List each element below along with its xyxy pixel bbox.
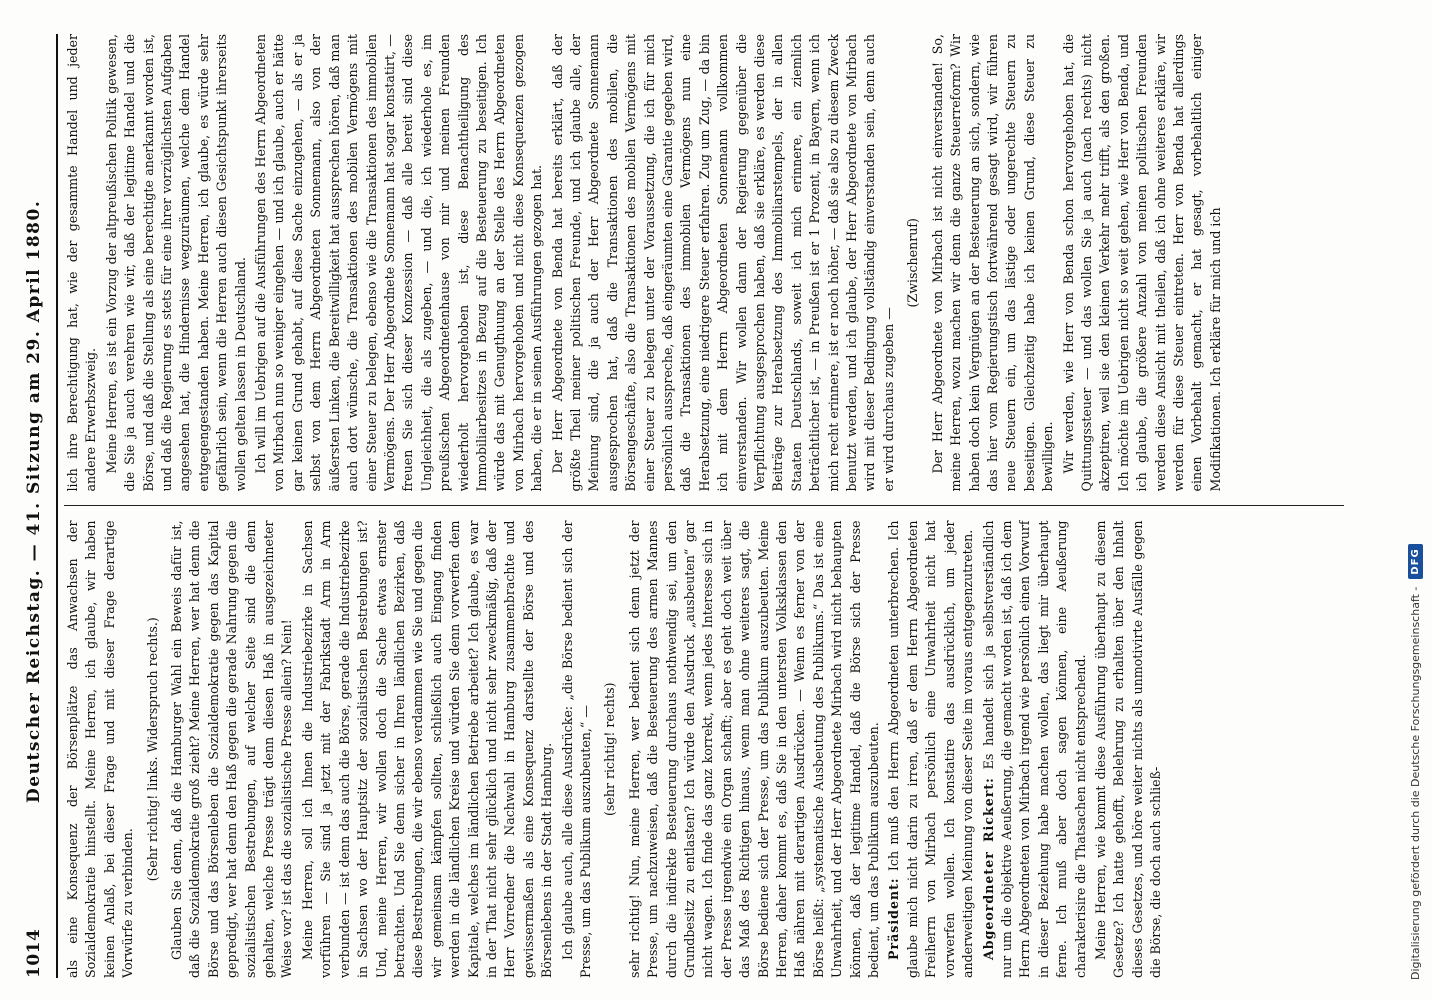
paragraph: Ich glaube auch, alle diese Ausdrücke: „die Börse bedient sich der Presse, um das Publikum auszubeuten,“ — (559, 520, 593, 978)
digitization-credit (1408, 544, 1423, 980)
paragraph: Ich will im Uebrigen auf die Ausführungen des Herrn Abgeordneten von Mirbach nun so weniger eingehen — und ich glaube, auch er hätte gar keinen Grund gehabt, auf diese Sache einzugehen, — als er ja selbst von dem Herrn Abgeordneten Sonnemann, also von der äußersten Linken, die Bereitwilligkeit hat aussprechen hören, daß man auch dort wünsche, die Transaktionen des mobilen Vermögens mit einer Steuer zu belegen, ebenso wie die Transaktionen des immobilen Vermögens. Der Herr Abgeordnete Sonnemann hat sogar konstatirt, — freuen Sie sich dieser Konzession — daß alle bereit sind diese Ungleichheit, die als zugeben, — und die, ich wiederhole es, im preußischen Abgeordnetenhause von mir und meinen Freunden wiederholt hervorgehoben ist, diese Benachtheiligung des Immobiliarbesitzes in Bezug auf die Besteuerung zu beseitigen. Ich würde das mit Genugthuung an der Stelle des Herrn Abgeordneten von Mirbach hervorgehoben und nicht diese Konsequenzen gezogen haben, die er in seinen Ausführungen gezogen hat. (253, 34, 545, 492)
speech-text: Ich muß den Herrn Abgeordneten unterbrechen. Ich glaube mich nicht darin zu irren, daß er dem Herrn Abgeordneten Freiherrn von Mirbach persönlich eine Unwahrheit nicht hat vorwerfen wollen. Ich konstatire das ausdrücklich, um jeder anderweitigen Meinung von dieser Seite im voraus entgegenzutreten. (886, 520, 976, 978)
page-number: 1014 (24, 928, 44, 978)
interjection: (Sehr richtig! links. Widerspruch rechts.) (144, 617, 160, 882)
column-right (64, 34, 1344, 492)
speech-rickert (980, 521, 1090, 979)
speaker-label: Abgeordneter Rickert: (980, 777, 996, 960)
interjection: (Zwischenruf) (905, 218, 921, 308)
paragraph: als eine Konsequenz der Börsenplätze das Anwachsen der Sozialdemokratie hinstellt. Meine Herren, ich glaube, wir haben keinen Anlaß, bei dieser Frage und mit dieser Frage derartige Vorwürfe zu verbinden. (65, 520, 136, 978)
paragraph: Meine Herren, soll ich Ihnen die Industriebezirke in Sachsen vorführen — Sie sind ja jetzt mit der Fabrikstadt Arm in Arm verbunden — ist denn das auch die Börse, gerade die Industriebezirke in Sachsen wo der Hauptsitz der sozialistischen Bestrebungen ist? Und, meine Herren, wir wollen doch die Sache etwas ernster betrachten. Und Sie denn sicher in Ihren ländlichen Bezirken, daß diese Bestrebungen, die wir ebenso verdammen wie Sie und gegen die wir gemeinsam kämpfen sollten, schließlich auch Eingang finden werden in die ländlichen Kreise und würden Sie denn vorwerfen dem Kapitale, welches im ländlichen Betriebe arbeitet? Ich glaube, es war in der That nicht sehr glücklich und nicht sehr zweckmäßig, daß der Herr Vorredner die Nachwahl in Hamburg zusammenbrachte und gewissermaßen als eine Konsequenz darstellte der Börse und des Börsenlebens in der Stadt Hamburg. (299, 520, 555, 978)
paragraph: Meine Herren, es ist ein Vorzug der altpreußischen Politik gewesen, die Sie ja auch verehren wie wir, daß der legitime Handel und die Börse, und daß die Stellung als eine berechtigte anerkannt worden ist, und daß die Regierung es stets für eine ihrer vorzüglichsten Aufgaben angesehen hat, die Hindernisse wegzuräumen, welche dem Handel entgegengestanden haben. Meine Herren, ich glaube, es würde sehr gefährlich sein, wenn die Herren auch diesen Gesichtspunkt ihrerseits wollen gelten lassen in Deutschland. (103, 34, 248, 492)
paragraph: Glauben Sie denn, daß die Hamburger Wahl ein Beweis dafür ist, daß die Sozialdemokratie groß zieht? Meine Herren, wer hat denn die Börse und das Börsenleben die Sozialdemokratie gegen das Kapital gepredigt, wer hat denn den Haß gegen die gerade Nahrung gegen die sozialistischen Bestrebungen, auf welcher Seite sind die denn gehalten, welche Presse trägt denn diesen Haß in ausgezeichneter Weise vor? ist das die sozialistische Presse allein? Nein! (169, 520, 295, 978)
paragraph: Meine Herren, wie kommt diese Ausführung überhaupt zu diesem Gesetze? Ich hatte gehofft, Belehrung zu erhalten über den Inhalt dieses Gesetzes, und höre weiter nichts als unmotivirte Ausfälle gegen die Börse, die doch auch schließ- (1092, 520, 1164, 978)
speaker-label: Präsident: (886, 877, 902, 960)
paragraph: sehr richtig! Nun, meine Herren, wer bedient sich denn jetzt der Presse, um nachzuweisen, daß die Besteuerung des armen Mannes durch die indirekte Besteuerung durchaus nothwendig sei, um den Grundbesitz zu entlasten? Ich würde den Ausdruck „ausbeuten“ gar nicht wagen. Ich finde das ganz korrekt, wenn jedes Interesse sich in der Presse irgendwie ein Organ schafft; aber es geht doch weit über das Maß des Richtigen hinaus, wenn man ohne weiteres sagt, die Börse bediene sich der Presse, um das Publikum auszubeuten. Meine Herren, daher kommt es, daß Sie in den untersten Volksklassen den Haß nähren mit derartigen Ausdrücken. — Wenn es ferner von der Börse heißt: „systematische Ausbeutung des Publikums.“ Das ist eine Unwahrheit, und der Herr Abgeordnete Mirbach wird nicht behaupten können, daß der legitime Handel, daß die Börse sich der Presse bedient, um das Publikum auszubeuten. (626, 520, 882, 978)
page-content (8, 26, 1348, 986)
page-title: Deutscher Reichstag. — 41. Sitzung am 29. April 1880. (24, 199, 44, 803)
paragraph: Der Herr Abgeordnete von Mirbach ist nicht einverstanden! So, meine Herren, wozu machen wir denn die ganze Steuerreform? Wir haben doch kein Vergnügen an der Besteuerung an sich, sondern, wie das hier vom Regierungstisch fortwährend gesagt wird, wir führen neue Steuern ein, um das lästige oder ungerechte Steuern zu beseitigen. Gleichzeitig habe ich keinen Grund, diese Steuer zu bewilligen. (929, 34, 1056, 492)
paragraph: Wir werden, wie Herr von Benda schon hervorgehoben hat, die Quittungssteuer — und das wollen Sie ja auch (nach rechts) nicht akzeptiren, weil sie den kleinen Verkehr mehr trifft, als den großen. Ich möchte im Uebrigen nicht so weit gehen, wie Herr von Benda, und ich glaube, die größere Anzahl von meinen politischen Freunden werden diese Ansicht mit theilen, daß ich ohne weiteres erkläre, wir werden für diese Steuer eintreten. Herr von Benda hat allerdings einen Vorbehalt gemacht, er hat gesagt, vorbehaltlich einiger Modifikationen. Ich erkläre für mich und ich (1060, 34, 1223, 492)
dfg-logo: DFG (1408, 544, 1423, 578)
speech-president (885, 521, 977, 979)
text-columns (64, 34, 1344, 978)
header-rule (56, 34, 58, 978)
paragraph: Der Herr Abgeordnete von Benda hat bereits erklärt, daß der größte Theil meiner politischen Freunde, und ich glaube alle, der Meinung sind, die ja auch der Herr Abgeordnete Sonnemann ausgesprochen hat, daß die Transaktionen des mobilen, die Börsengeschäfte, also die Transaktionen des mobilen Vermögens mit einer Steuer zu belegen unter der Voraussetzung, die ich für mich persönlich ausspreche, daß eingeräumten eine Garantie gegeben wird, daß die Transaktionen des immobilen Vermögens nun eine Herabsetzung, eine niedrigere Steuer erfahren. Zug um Zug, — da bin ich mit dem Herrn Abgeordneten Sonnemann vollkommen einverstanden. Wir wollen dann der Regierung gegenüber die Verpflichtung ausgesprochen haben, daß sie erkläre, es werden diese Beiträge zur Herabsetzung des Immobiliarstempels, der in allen Staaten Deutschlands, soweit ich mich erinnere, ein ziemlich beträchtlicher ist, — in Preußen ist er 1 Prozent, in Bayern, wenn ich mich recht erinnere, ist er noch höher, — daß sie also zu diesem Zweck benutzt werden, und ich glaube, der Herr Abgeordnete von Mirbach wird mit dieser Bedingung vollständig einverstanden sein, denn auch er wird durchaus zugeben — (549, 34, 896, 492)
credit-text: Digitalisierung gefördert durch die Deutsche Forschungsgemeinschaft - (1409, 586, 1422, 980)
column-left (64, 521, 1344, 979)
paragraph: lich ihre Berechtigung hat, wie der gesammte Handel und jeder andere Erwerbszweig. (65, 34, 99, 492)
column-divider (64, 506, 1344, 507)
speech-text: Es handelt sich ja selbstverständlich nur um die objektive Aeußerung, die gemacht worden ist, daß ich dem Herrn Abgeordneten von Mirbach irgend wie persönlich einen Vorwurf in dieser Beziehung habe machen wollen, das liegt mir überhaupt ferne. Ich muß aber doch sagen können, eine Aeußerung charakterisire die Thatsachen nicht entsprechend. (980, 520, 1088, 978)
page-header (14, 34, 54, 978)
interjection: (sehr richtig! rechts) (602, 682, 618, 816)
